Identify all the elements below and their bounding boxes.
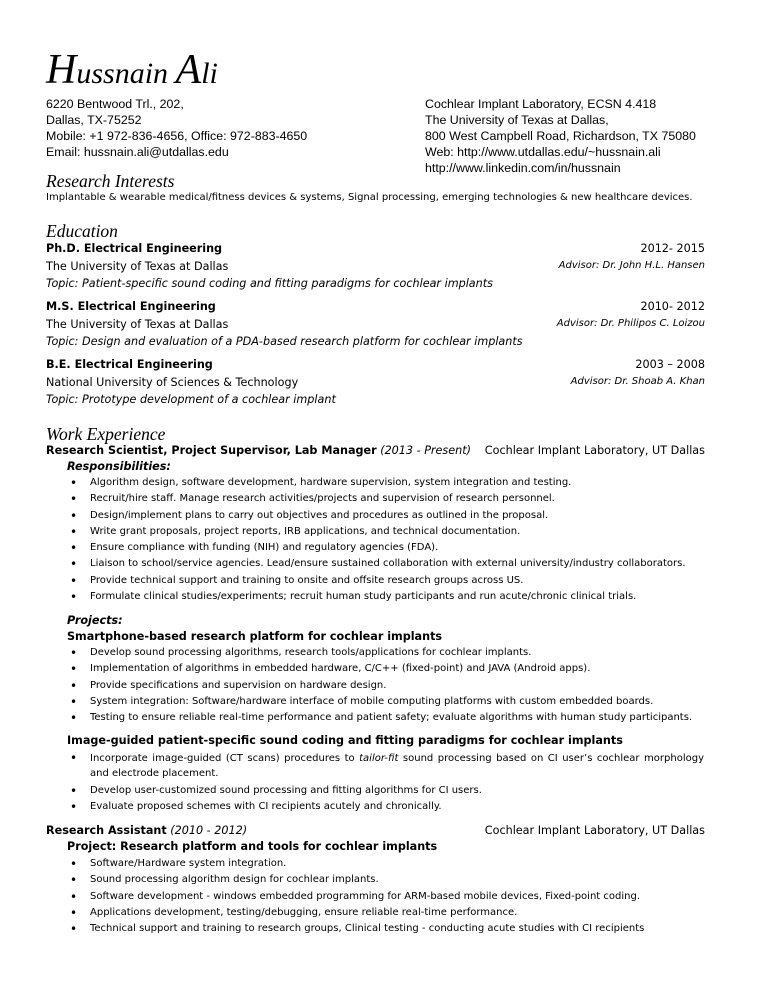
university-line: The University of Texas at Dallas, <box>425 113 609 127</box>
street-line: 800 West Campbell Road, Richardson, TX 75080 <box>425 129 696 143</box>
ms-advisor: Advisor: Dr. Philipos C. Loizou <box>556 318 705 329</box>
responsibilities-list <box>70 475 686 605</box>
list-item: • Incorporate image-guided (CT scans) procedures to tailor-fit sound processing based on CI user’s cochlear morphology and electrode placement. <box>70 751 704 781</box>
list-item: • Software/Hardware system integration. <box>70 856 644 872</box>
list-item: • Develop sound processing algorithms, research tools/applications for cochlear implants. <box>70 645 692 661</box>
list-item: • Recruit/hire staff. Manage research activities/projects and supervision of research personnel. <box>70 491 686 507</box>
contact-right <box>425 96 696 176</box>
job2-place: Cochlear Implant Laboratory, UT Dallas <box>484 824 705 837</box>
job2-list <box>70 856 644 937</box>
job1-title: Research Scientist, Project Supervisor, Lab Manager <box>46 444 377 457</box>
phone-line: Mobile: +1 972-836-4656, Office: 972-883-4650 <box>46 129 308 143</box>
phd-years: 2012- 2015 <box>640 242 705 255</box>
be-advisor: Advisor: Dr. Shoab A. Khan <box>570 376 705 387</box>
list-item: • Design/implement plans to carry out objectives and procedures as outlined in the proposal. <box>70 508 686 524</box>
be-years: 2003 – 2008 <box>635 358 705 371</box>
list-item: • Ensure compliance with funding (NIH) and regulatory agencies (FDA). <box>70 540 686 556</box>
be-school: National University of Sciences & Technology <box>46 376 299 389</box>
list-item: • Evaluate proposed schemes with CI recipients acutely and chronically. <box>70 799 704 815</box>
phd-topic: Topic: Patient-specific sound coding and fitting paradigms for cochlear implants <box>46 277 493 290</box>
projects-label: Projects: <box>67 614 123 627</box>
job2-title: Research Assistant <box>46 824 167 837</box>
list-item: • Write grant proposals, project reports, IRB applications, and technical documentation. <box>70 524 686 540</box>
contact-left <box>46 96 307 160</box>
address-line: 6220 Bentwood Trl., 202, <box>46 97 184 111</box>
phd-advisor: Advisor: Dr. John H.L. Hansen <box>558 260 705 271</box>
research-heading: Research Interests <box>46 171 175 191</box>
project2-title: Image-guided patient-specific sound coding and fitting paradigms for cochlear implants <box>67 734 623 747</box>
project2-list <box>70 751 704 816</box>
list-item: • Provide technical support and training to onsite and offsite research groups across US. <box>70 573 686 589</box>
job1-place: Cochlear Implant Laboratory, UT Dallas <box>484 444 705 457</box>
job2-dates: (2010 - 2012) <box>170 824 248 837</box>
web-link[interactable]: Web: http://www.utdallas.edu/~hussnain.ali <box>425 145 661 159</box>
list-item: • Testing to ensure reliable real-time performance and patient safety; evaluate algorithms with human study participants. <box>70 710 692 726</box>
list-item: • Provide specifications and supervision on hardware design. <box>70 678 692 694</box>
responsibilities-label: Responsibilities: <box>67 460 171 473</box>
job2-project-title: Project: Research platform and tools for cochlear implants <box>67 840 438 853</box>
list-item: • Develop user-customized sound processing and fitting algorithms for CI users. <box>70 783 704 799</box>
list-item: • Software development - windows embedded programming for ARM-based mobile devices, Fixed-point coding. <box>70 889 644 905</box>
list-item: • Liaison to school/service agencies. Lead/ensure sustained collaboration with external university/industry collaborators. <box>70 556 686 572</box>
job1-dates: (2013 - Present) <box>380 444 471 457</box>
ms-degree: M.S. Electrical Engineering <box>46 300 216 313</box>
list-item: • Implementation of algorithms in embedded hardware, C/C++ (fixed-point) and JAVA (Android apps). <box>70 661 692 677</box>
name-heading: Hussnain Ali <box>46 47 218 93</box>
phd-degree: Ph.D. Electrical Engineering <box>46 242 223 255</box>
city-line: Dallas, TX-75252 <box>46 113 142 127</box>
ms-topic: Topic: Design and evaluation of a PDA-based research platform for cochlear implants <box>46 335 523 348</box>
education-heading: Education <box>46 221 118 241</box>
lab-line: Cochlear Implant Laboratory, ECSN 4.418 <box>425 97 657 111</box>
work-heading: Work Experience <box>46 424 166 444</box>
project1-title: Smartphone-based research platform for cochlear implants <box>67 630 443 643</box>
project1-list <box>70 645 692 726</box>
be-topic: Topic: Prototype development of a cochlear implant <box>46 393 336 406</box>
list-item: • Sound processing algorithm design for cochlear implants. <box>70 872 644 888</box>
list-item: • Applications development, testing/debugging, ensure reliable real-time performance. <box>70 905 644 921</box>
job1-header <box>46 444 471 458</box>
linkedin-link[interactable]: http://www.linkedin.com/in/hussnain <box>425 161 621 175</box>
be-degree: B.E. Electrical Engineering <box>46 358 213 371</box>
ms-years: 2010- 2012 <box>640 300 705 313</box>
email-link[interactable]: Email: hussnain.ali@utdallas.edu <box>46 145 229 159</box>
list-item: • Algorithm design, software development, hardware supervision, system integration and testing. <box>70 475 686 491</box>
research-text: Implantable & wearable medical/fitness devices & systems, Signal processing, emerging technologies & new healthcare devices. <box>46 192 693 203</box>
list-item: • System integration: Software/hardware interface of mobile computing platforms with custom embedded boards. <box>70 694 692 710</box>
list-item: • Technical support and training to research groups, Clinical testing - conducting acute studies with CI recipients <box>70 921 644 937</box>
phd-school: The University of Texas at Dallas <box>46 260 229 273</box>
ms-school: The University of Texas at Dallas <box>46 318 229 331</box>
list-item: • Formulate clinical studies/experiments; recruit human study participants and run acute/chronic clinical trials. <box>70 589 686 605</box>
job2-header <box>46 824 247 838</box>
